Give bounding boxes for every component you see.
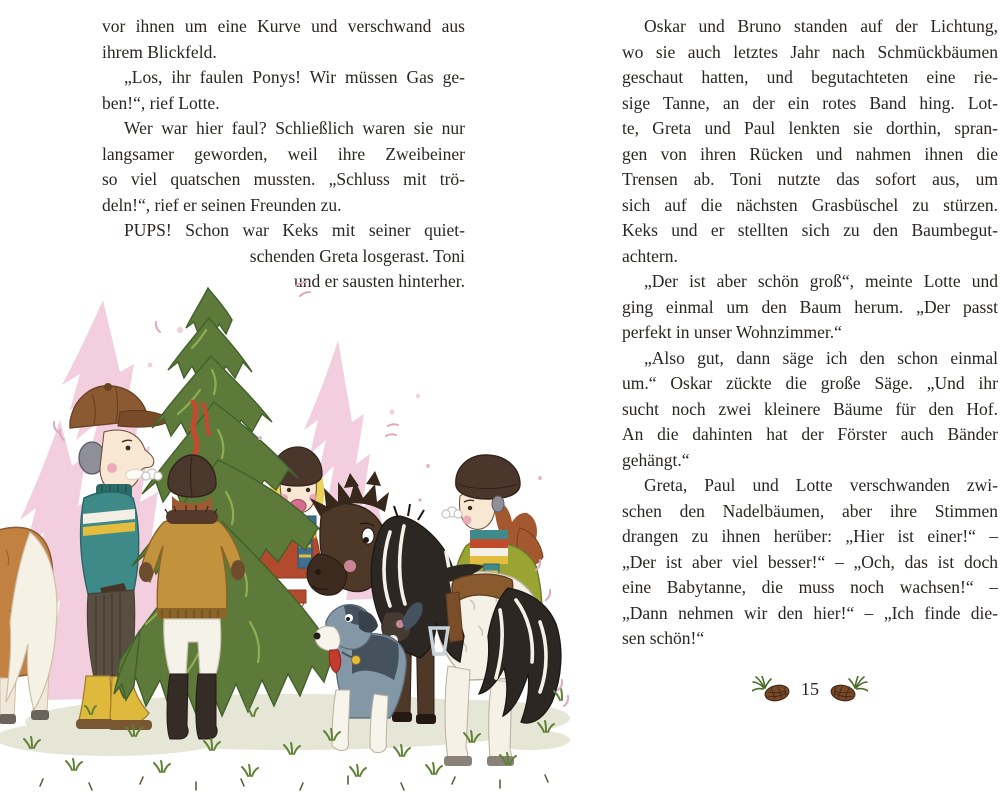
text-line: PUPS! Schon war Keks mit seiner quiet- — [124, 220, 465, 240]
text-line: perfekt in unser Wohnzimmer.“ — [622, 322, 842, 342]
text-line: „Der ist aber viel besser!“ – „Och, das ist doch — [622, 551, 998, 572]
text-line: „Der ist aber schön groß“, meinte Lotte und — [644, 271, 998, 291]
text-line: um.“ Oskar zückte die große Säge. „Und ihr — [622, 373, 998, 393]
right-page-text — [622, 14, 998, 652]
text-line: und er sausten hinterher. — [293, 271, 465, 291]
text-line: Keks und er stellten sich zu den Baumbegut- — [622, 220, 998, 240]
text-line: Greta, Paul und Lotte verschwanden zwi- — [644, 475, 998, 495]
left-page-text — [102, 14, 465, 295]
text-line: An die dahinten hat der Förster auch Bänder — [622, 424, 998, 444]
text-line: langsamer geworden, weil ihre Zweibeiner — [102, 143, 465, 164]
text-line: achtern. — [622, 245, 678, 266]
text-line: „Los, ihr faulen Ponys! Wir müssen Gas ge- — [124, 67, 465, 87]
text-line: sen schön!“ — [622, 628, 705, 648]
text-line: Oskar und Bruno standen auf der Lichtung, — [644, 16, 998, 36]
text-line: schenden Greta losgerast. Toni — [249, 245, 465, 266]
text-line: sich auf die nächsten Grasbüschel zu stürzen. — [622, 194, 998, 215]
text-line: Wer war hier faul? Schließlich waren sie nur — [124, 118, 465, 138]
forest-scene-illustration — [0, 270, 640, 800]
text-line: ben!“, rief Lotte. — [102, 92, 220, 113]
text-line: ging einmal um den Baum herum. „Der passt — [622, 296, 998, 317]
text-line: Trensen ab. Toni nutzte das sofort aus, um — [622, 169, 998, 189]
text-line: vor ihnen um eine Kurve und verschwand aus — [102, 16, 465, 36]
text-line: te, Greta und Paul lenkten sie dorthin, spran- — [622, 118, 998, 138]
text-line: so viel quatschen mussten. „Schluss mit trö- — [102, 169, 465, 189]
text-line: sucht noch zwei kleinere Bäume für den Hof. — [622, 398, 998, 419]
text-line: eine Babytanne, die muss noch wachsen!“ – — [622, 577, 998, 597]
text-line: geschaut hatten, und begutachteten eine rie- — [622, 67, 998, 87]
text-line: deln!“, rief er seinen Freunden zu. — [102, 194, 342, 215]
text-line: „Also gut, dann säge ich den schon einmal — [644, 347, 998, 368]
text-line: sige Tanne, an der ein rotes Band hing. Lot- — [622, 92, 998, 113]
text-line: „Dann nehmen wir den hier!“ – „Ich finde die- — [622, 602, 998, 623]
text-line: gen von ihren Rücken und nahmen ihnen die — [622, 143, 998, 164]
page-number: 15 — [801, 678, 819, 699]
text-line: wo sie auch letztes Jahr nach Schmückbäumen — [622, 41, 998, 62]
pinecone-icon — [828, 676, 868, 702]
page-footer — [622, 676, 998, 702]
text-line: ihrem Blickfeld. — [102, 41, 217, 62]
text-line: gehängt.“ — [622, 449, 690, 470]
text-line: drangen zu ihnen herüber: „Hier ist einer!“ – — [622, 526, 998, 546]
text-line: schen den Nadelbäumen, aber ihre Stimmen — [622, 500, 998, 521]
pinecone-icon — [752, 676, 792, 702]
